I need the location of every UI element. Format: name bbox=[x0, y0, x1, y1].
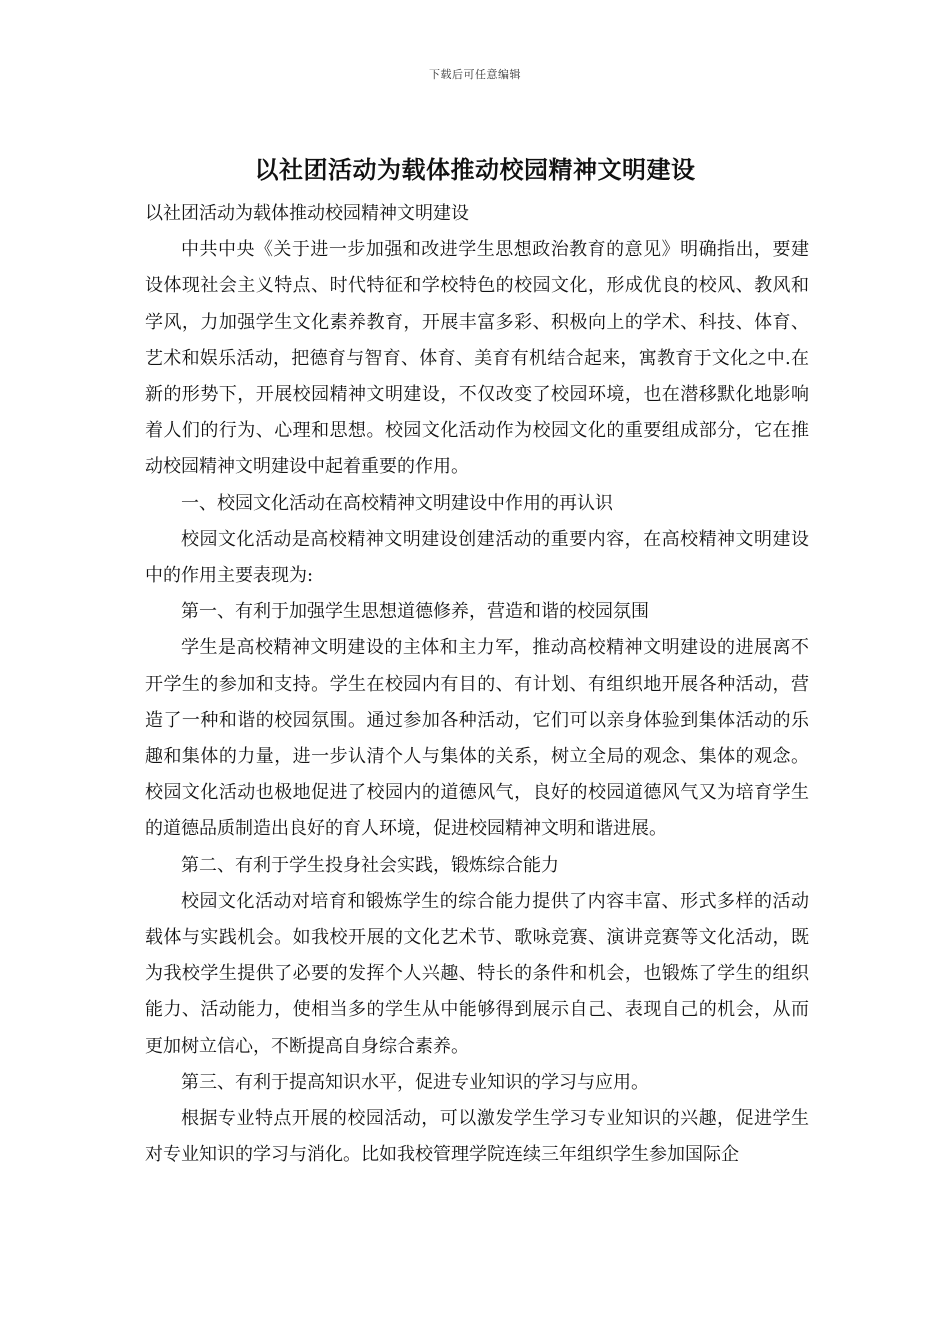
paragraph: 中共中央《关于进一步加强和改进学生思想政治教育的意见》明确指出，要建设体现社会主义特点、时代特征和学校特色的校园文化，形成优良的校风、教风和学风，力加强学生文化素养教育，开展丰富多彩、积极向上的学术、科技、体育、艺术和娱乐活动，把德育与智育、体育、美育有机结合起来，寓教育于文化之中.在新的形势下，开展校园精神文明建设，不仅改变了校园环境，也在潜移默化地影响着人们的行为、心理和思想。校园文化活动作为校园文化的重要组成部分，它在推动校园精神文明建设中起着重要的作用。 bbox=[145, 239, 809, 478]
point-heading: 第三、有利于提高知识水平，促进专业知识的学习与应用。 bbox=[181, 1071, 649, 1093]
document-title: 以社团活动为载体推动校园精神文明建设 bbox=[254, 155, 696, 184]
header-note: 下载后可任意编辑 bbox=[429, 68, 521, 81]
paragraph: 根据专业特点开展的校园活动，可以激发学生学习专业知识的兴趣，促进学生对专业知识的学习与消化。比如我校管理学院连续三年组织学生参加国际企 bbox=[145, 1108, 809, 1166]
point-heading: 第二、有利于学生投身社会实践，锻炼综合能力 bbox=[181, 854, 559, 876]
paragraph: 校园文化活动对培育和锻炼学生的综合能力提供了内容丰富、形式多样的活动载体与实践机会。如我校开展的文化艺术节、歌咏竞赛、演讲竞赛等文化活动，既为我校学生提供了必要的发挥个人兴趣、特长的条件和机会，也锻炼了学生的组织能力、活动能力，使相当多的学生从中能够得到展示自己、表现自己的机会，从而更加树立信心，不断提高自身综合素养。 bbox=[145, 890, 809, 1057]
document-body bbox=[145, 196, 809, 1173]
paragraph: 学生是高校精神文明建设的主体和主力军，推动高校精神文明建设的进展离不开学生的参加和支持。学生在校园内有目的、有计划、有组织地开展各种活动，营造了一种和谐的校园氛围。通过参加各种活动，它们可以亲身体验到集体活动的乐趣和集体的力量，进一步认清个人与集体的关系，树立全局的观念、集体的观念。校园文化活动也极地促进了校园内的道德风气，良好的校园道德风气又为培育学生的道德品质制造出良好的育人环境，促进校园精神文明和谐进展。 bbox=[145, 637, 809, 840]
point-heading: 第一、有利于加强学生思想道德修养，营造和谐的校园氛围 bbox=[181, 601, 649, 623]
paragraph-subtitle: 以社团活动为载体推动校园精神文明建设 bbox=[145, 203, 469, 224]
paragraph: 校园文化活动是高校精神文明建设创建活动的重要内容，在高校精神文明建设中的作用主要表现为: bbox=[145, 528, 809, 587]
section-heading: 一、校园文化活动在高校精神文明建设中作用的再认识 bbox=[181, 492, 613, 514]
